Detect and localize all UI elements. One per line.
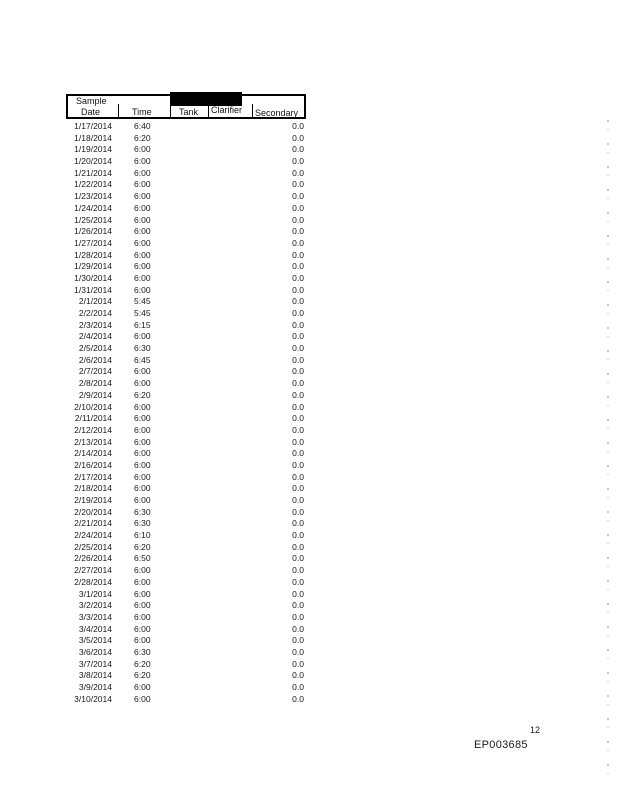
sample-date-cell: 3/5/2014 — [78, 635, 112, 646]
secondary-cell: 0.0 — [292, 693, 304, 704]
time-cell: 6:00 — [134, 272, 151, 283]
time-cell: 6:30 — [134, 518, 151, 529]
time-cell: 6:00 — [134, 284, 151, 295]
secondary-cell: 0.0 — [292, 272, 304, 283]
sample-date-cell: 1/22/2014 — [74, 179, 112, 190]
sample-date-cell: 1/17/2014 — [74, 121, 112, 131]
bates-number: EP003685 — [474, 739, 528, 751]
time-cell: 6:00 — [134, 576, 151, 587]
time-cell: 6:00 — [134, 156, 151, 167]
secondary-cell: 0.0 — [292, 144, 304, 155]
time-cell: 6:00 — [134, 693, 151, 704]
secondary-cell: 0.0 — [292, 611, 304, 622]
secondary-cell: 0.0 — [292, 682, 304, 692]
time-cell: 6:15 — [134, 319, 151, 330]
time-cell: 6:00 — [134, 448, 151, 459]
sample-date-cell: 2/6/2014 — [78, 354, 112, 365]
table-row — [60, 565, 310, 577]
sample-date-cell: 2/5/2014 — [78, 343, 112, 354]
table-row — [60, 179, 310, 191]
time-cell: 6:00 — [134, 459, 151, 470]
table-row — [60, 215, 310, 227]
sample-date-cell: 2/8/2014 — [78, 378, 112, 389]
time-cell: 5:45 — [134, 308, 151, 318]
time-cell: 6:00 — [134, 413, 151, 424]
secondary-cell: 0.0 — [292, 284, 304, 295]
secondary-cell: 0.0 — [292, 156, 304, 167]
sample-date-cell: 1/29/2014 — [74, 261, 112, 272]
table-row — [60, 577, 310, 589]
sample-date-cell: 1/27/2014 — [74, 237, 112, 248]
sample-date-cell: 3/4/2014 — [78, 623, 112, 634]
table-row — [60, 226, 310, 238]
header-time: Time — [132, 107, 152, 117]
secondary-cell: 0.0 — [292, 226, 304, 237]
secondary-cell: 0.0 — [292, 646, 304, 657]
sample-date-cell: 2/21/2014 — [74, 518, 112, 529]
secondary-cell: 0.0 — [292, 261, 304, 272]
secondary-cell: 0.0 — [292, 495, 304, 505]
column-divider — [252, 104, 253, 119]
secondary-cell: 0.0 — [292, 179, 304, 190]
data-table-body — [60, 121, 310, 705]
sample-date-cell: 3/2/2014 — [78, 600, 112, 611]
secondary-cell: 0.0 — [292, 354, 304, 365]
sample-date-cell: 3/6/2014 — [78, 646, 112, 657]
table-row — [60, 308, 310, 320]
table-row — [60, 285, 310, 297]
table-row — [60, 530, 310, 542]
sample-date-cell: 2/24/2014 — [74, 530, 112, 541]
table-row — [60, 402, 310, 414]
time-cell: 6:00 — [134, 226, 151, 237]
table-row — [60, 273, 310, 285]
time-cell: 6:10 — [134, 530, 151, 541]
sample-date-cell: 2/28/2014 — [74, 576, 112, 587]
secondary-cell: 0.0 — [292, 506, 304, 517]
time-cell: 6:00 — [134, 495, 151, 505]
secondary-cell: 0.0 — [292, 553, 304, 564]
secondary-cell: 0.0 — [292, 483, 304, 494]
sample-date-cell: 2/7/2014 — [78, 366, 112, 377]
secondary-cell: 0.0 — [292, 448, 304, 459]
secondary-cell: 0.0 — [292, 459, 304, 470]
table-row — [60, 635, 310, 647]
table-row — [60, 624, 310, 636]
sample-date-cell: 1/19/2014 — [74, 144, 112, 155]
secondary-cell: 0.0 — [292, 518, 304, 529]
secondary-cell: 0.0 — [292, 576, 304, 587]
sample-date-cell: 2/12/2014 — [74, 424, 112, 435]
secondary-cell: 0.0 — [292, 319, 304, 330]
table-row — [60, 694, 310, 706]
sample-date-cell: 1/23/2014 — [74, 191, 112, 202]
secondary-cell: 0.0 — [292, 191, 304, 202]
secondary-cell: 0.0 — [292, 658, 304, 669]
sample-date-cell: 1/30/2014 — [74, 272, 112, 283]
secondary-cell: 0.0 — [292, 623, 304, 634]
time-cell: 6:00 — [134, 611, 151, 622]
sample-date-cell: 2/1/2014 — [78, 296, 112, 307]
sample-date-cell: 2/20/2014 — [74, 506, 112, 517]
secondary-cell: 0.0 — [292, 167, 304, 178]
time-cell: 6:00 — [134, 144, 151, 155]
time-cell: 6:00 — [134, 167, 151, 178]
table-row — [60, 659, 310, 671]
table-row — [60, 553, 310, 565]
table-row — [60, 238, 310, 250]
secondary-cell: 0.0 — [292, 366, 304, 377]
table-row — [60, 250, 310, 262]
sample-date-cell: 2/13/2014 — [74, 436, 112, 447]
table-row — [60, 413, 310, 425]
time-cell: 6:00 — [134, 682, 151, 692]
header-sample-date-line2: Date — [81, 107, 101, 117]
secondary-cell: 0.0 — [292, 530, 304, 541]
header-secondary: Secondary — [255, 108, 299, 118]
time-cell: 5:45 — [134, 296, 151, 307]
time-cell: 6:00 — [134, 565, 151, 576]
secondary-cell: 0.0 — [292, 132, 304, 143]
secondary-cell: 0.0 — [292, 389, 304, 400]
time-cell: 6:00 — [134, 202, 151, 213]
sample-date-cell: 3/10/2014 — [74, 693, 112, 704]
sample-date-cell: 1/24/2014 — [74, 202, 112, 213]
time-cell: 6:30 — [134, 506, 151, 517]
time-cell: 6:00 — [134, 331, 151, 342]
table-row — [60, 366, 310, 378]
table-row — [60, 203, 310, 215]
table-row — [60, 355, 310, 367]
time-cell: 6:00 — [134, 179, 151, 190]
table-row — [60, 133, 310, 145]
secondary-cell: 0.0 — [292, 202, 304, 213]
sample-date-cell: 3/3/2014 — [78, 611, 112, 622]
time-cell: 6:20 — [134, 658, 151, 669]
secondary-cell: 0.0 — [292, 471, 304, 482]
page-number: 12 — [530, 725, 541, 735]
sample-date-cell: 1/26/2014 — [74, 226, 112, 237]
sample-date-cell: 1/20/2014 — [74, 156, 112, 167]
secondary-cell: 0.0 — [292, 378, 304, 389]
time-cell: 6:40 — [134, 121, 151, 131]
time-cell: 6:00 — [134, 635, 151, 646]
time-cell: 6:00 — [134, 401, 151, 412]
sample-date-cell: 3/8/2014 — [78, 670, 112, 681]
time-cell: 6:00 — [134, 214, 151, 225]
time-cell: 6:00 — [134, 600, 151, 611]
secondary-cell: 0.0 — [292, 401, 304, 412]
sample-date-cell: 2/9/2014 — [78, 389, 112, 400]
sample-date-cell: 1/25/2014 — [74, 214, 112, 225]
table-row — [60, 542, 310, 554]
table-row — [60, 425, 310, 437]
time-cell: 6:00 — [134, 588, 151, 599]
table-row — [60, 472, 310, 484]
sample-date-cell: 3/1/2014 — [78, 588, 112, 599]
time-cell: 6:00 — [134, 378, 151, 389]
time-cell: 6:00 — [134, 261, 151, 272]
table-row — [60, 600, 310, 612]
sample-date-cell: 2/4/2014 — [78, 331, 112, 342]
header-tank: Tank — [179, 107, 199, 117]
table-row — [60, 448, 310, 460]
time-cell: 6:00 — [134, 237, 151, 248]
time-cell: 6:45 — [134, 354, 151, 365]
secondary-cell: 0.0 — [292, 565, 304, 576]
sample-date-cell: 2/27/2014 — [74, 565, 112, 576]
table-row — [60, 191, 310, 203]
secondary-cell: 0.0 — [292, 541, 304, 552]
sample-date-cell: 2/19/2014 — [74, 495, 112, 505]
time-cell: 6:30 — [134, 646, 151, 657]
table-row — [60, 156, 310, 168]
sample-date-cell: 2/10/2014 — [74, 401, 112, 412]
sample-date-cell: 3/7/2014 — [78, 658, 112, 669]
table-row — [60, 378, 310, 390]
table-row — [60, 437, 310, 449]
sample-date-cell: 2/14/2014 — [74, 448, 112, 459]
table-row — [60, 121, 310, 133]
table-row — [60, 331, 310, 343]
header-clarifier: Clarifier — [211, 105, 243, 115]
table-row — [60, 261, 310, 273]
sample-date-cell: 1/31/2014 — [74, 284, 112, 295]
table-row — [60, 483, 310, 495]
sample-date-cell: 2/25/2014 — [74, 541, 112, 552]
table-row — [60, 144, 310, 156]
table-row — [60, 589, 310, 601]
table-row — [60, 682, 310, 694]
column-divider — [170, 104, 171, 119]
secondary-cell: 0.0 — [292, 588, 304, 599]
time-cell: 6:30 — [134, 343, 151, 354]
time-cell: 6:00 — [134, 366, 151, 377]
time-cell: 6:00 — [134, 424, 151, 435]
secondary-cell: 0.0 — [292, 308, 304, 318]
secondary-cell: 0.0 — [292, 413, 304, 424]
scan-edge-artifact — [607, 120, 609, 780]
table-row — [60, 460, 310, 472]
table-row — [60, 168, 310, 180]
sample-date-cell: 2/26/2014 — [74, 553, 112, 564]
time-cell: 6:00 — [134, 483, 151, 494]
secondary-cell: 0.0 — [292, 331, 304, 342]
secondary-cell: 0.0 — [292, 670, 304, 681]
secondary-cell: 0.0 — [292, 436, 304, 447]
time-cell: 6:20 — [134, 541, 151, 552]
table-row — [60, 495, 310, 507]
sample-date-cell: 2/2/2014 — [78, 308, 112, 318]
secondary-cell: 0.0 — [292, 121, 304, 131]
table-row — [60, 320, 310, 332]
sample-date-cell: 2/17/2014 — [74, 471, 112, 482]
time-cell: 6:50 — [134, 553, 151, 564]
secondary-cell: 0.0 — [292, 249, 304, 260]
secondary-cell: 0.0 — [292, 296, 304, 307]
header-sample-date-line1: Sample — [76, 96, 107, 106]
time-cell: 6:20 — [134, 670, 151, 681]
table-row — [60, 518, 310, 530]
sample-date-cell: 2/3/2014 — [78, 319, 112, 330]
table-row — [60, 647, 310, 659]
secondary-cell: 0.0 — [292, 635, 304, 646]
time-cell: 6:00 — [134, 249, 151, 260]
sample-date-cell: 2/18/2014 — [74, 483, 112, 494]
sample-date-cell: 2/11/2014 — [74, 413, 112, 424]
time-cell: 6:00 — [134, 471, 151, 482]
column-divider — [118, 104, 119, 119]
secondary-cell: 0.0 — [292, 237, 304, 248]
table-row — [60, 612, 310, 624]
column-divider — [208, 104, 209, 119]
table-row — [60, 343, 310, 355]
time-cell: 6:20 — [134, 389, 151, 400]
sample-date-cell: 1/21/2014 — [74, 167, 112, 178]
secondary-cell: 0.0 — [292, 343, 304, 354]
time-cell: 6:00 — [134, 623, 151, 634]
table-row — [60, 670, 310, 682]
secondary-cell: 0.0 — [292, 214, 304, 225]
sample-date-cell: 1/28/2014 — [74, 249, 112, 260]
table-row — [60, 507, 310, 519]
time-cell: 6:00 — [134, 436, 151, 447]
sample-date-cell: 2/16/2014 — [74, 459, 112, 470]
sample-date-cell: 3/9/2014 — [78, 682, 112, 692]
time-cell: 6:20 — [134, 132, 151, 143]
table-row — [60, 390, 310, 402]
secondary-cell: 0.0 — [292, 600, 304, 611]
secondary-cell: 0.0 — [292, 424, 304, 435]
time-cell: 6:00 — [134, 191, 151, 202]
table-row — [60, 296, 310, 308]
sample-date-cell: 1/18/2014 — [74, 132, 112, 143]
